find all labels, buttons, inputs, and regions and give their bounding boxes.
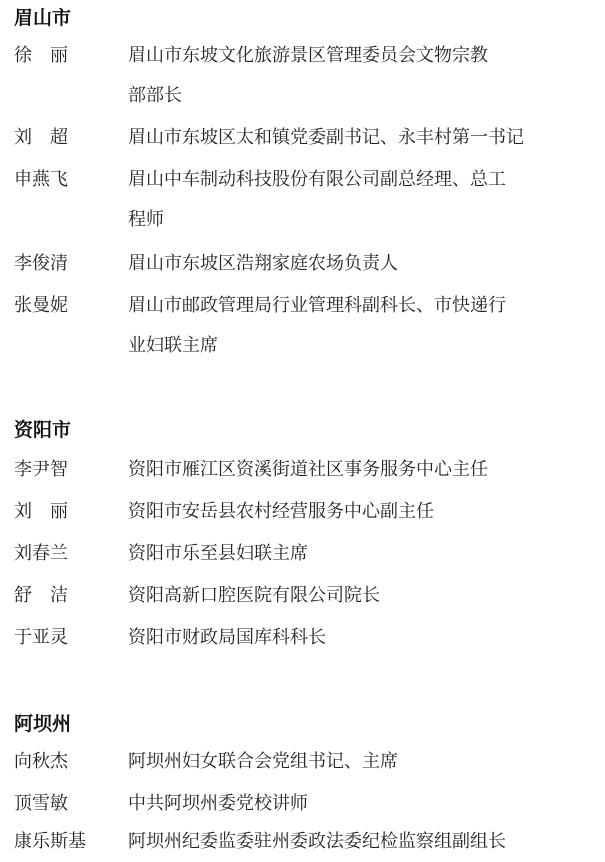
person-title-line: 资阳市雁江区资溪街道社区事务服务中心主任 — [128, 459, 488, 480]
person-title-line: 阿坝州妇女联合会党组书记、主席 — [128, 751, 398, 772]
person-title — [128, 742, 588, 782]
section-title-meishan: 眉山市 — [14, 7, 72, 29]
person-name: 舒洁 — [14, 585, 86, 606]
person-title-line: 资阳市乐至县妇联主席 — [128, 543, 308, 564]
person-title-line: 部部长 — [128, 85, 182, 106]
person-title — [128, 534, 588, 574]
person-title-line: 阿坝州纪委监委驻州委政法委纪检监察组副组长 — [128, 831, 506, 852]
person-title-line: 中共阿坝州委党校讲师 — [128, 793, 308, 814]
person-name: 张曼妮 — [14, 295, 68, 316]
person-title — [128, 618, 588, 658]
person-name: 于亚灵 — [14, 627, 68, 648]
person-title-line: 资阳市财政局国库科科长 — [128, 627, 326, 648]
person-name: 李尹智 — [14, 459, 68, 480]
person-name: 康乐斯基 — [14, 831, 86, 852]
person-title-line: 资阳高新口腔医院有限公司院长 — [128, 585, 380, 606]
person-title — [128, 822, 588, 862]
person-name: 顶雪敏 — [14, 793, 68, 814]
person-name: 刘春兰 — [14, 543, 68, 564]
person-title-line: 眉山中车制动科技股份有限公司副总经理、总工 — [128, 169, 506, 190]
person-title — [128, 286, 588, 366]
person-name: 刘丽 — [14, 501, 86, 522]
person-title-line: 眉山市东坡文化旅游景区管理委员会文物宗教 — [128, 45, 488, 66]
person-name: 向秋杰 — [14, 751, 68, 772]
person-title — [128, 784, 588, 824]
section-title-ziyang: 资阳市 — [14, 419, 72, 441]
person-title — [128, 450, 588, 490]
person-title — [128, 36, 588, 116]
person-title-line: 资阳市安岳县农村经营服务中心副主任 — [128, 501, 434, 522]
person-title-line: 眉山市邮政管理局行业管理科副科长、市快递行 — [128, 295, 506, 316]
person-title-line: 眉山市东坡区浩翔家庭农场负责人 — [128, 253, 398, 274]
person-title — [128, 118, 588, 158]
person-title — [128, 244, 588, 284]
person-title — [128, 160, 588, 240]
person-title — [128, 492, 588, 532]
person-title-line: 程师 — [128, 209, 164, 230]
person-title — [128, 576, 588, 616]
person-name: 徐丽 — [14, 45, 86, 66]
person-title-line: 眉山市东坡区太和镇党委副书记、永丰村第一书记 — [128, 127, 524, 148]
section-title-aba: 阿坝州 — [14, 713, 72, 735]
person-name: 申燕飞 — [14, 169, 68, 190]
person-title-line: 业妇联主席 — [128, 335, 218, 356]
person-name: 刘超 — [14, 127, 86, 148]
person-name: 李俊清 — [14, 253, 68, 274]
